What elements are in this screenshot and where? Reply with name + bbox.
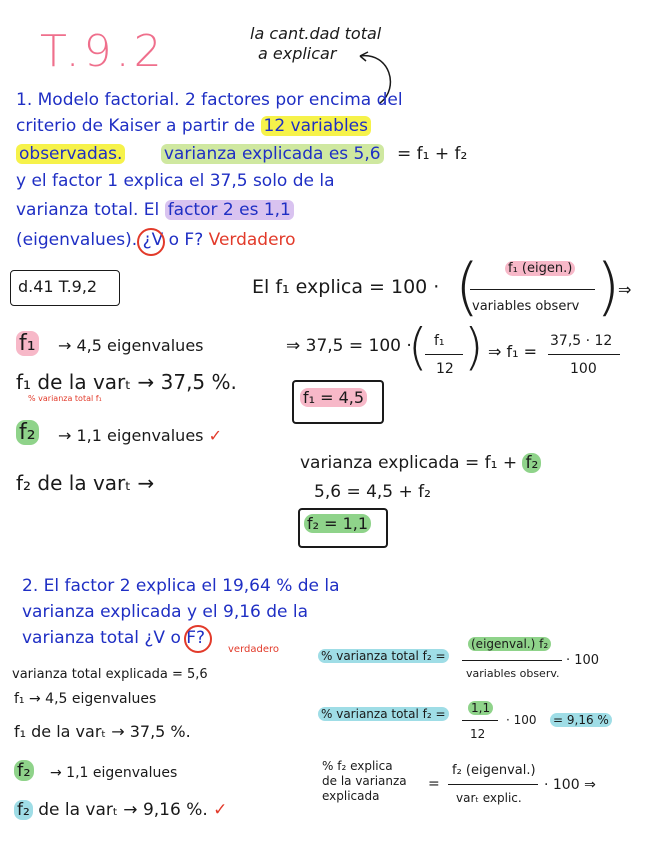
eq1-den: variables observ — [472, 299, 580, 314]
q1-f2 — [16, 422, 39, 444]
r1-den: variables observ. — [466, 667, 560, 680]
result2-text: f₂ = 1,1 — [304, 514, 371, 533]
r2-mid: · 100 — [506, 713, 537, 727]
q2-verdadero: verdadero — [228, 644, 279, 655]
eq2-num2: 37,5 · 12 — [550, 333, 613, 349]
eq2-den2: 100 — [570, 361, 597, 377]
r3-eq: = — [428, 776, 440, 792]
q2-f2-label: f₂ — [14, 760, 34, 781]
q2-f2b-label: f₂ — [14, 800, 33, 820]
q1-v-circle — [137, 228, 165, 256]
q1-f1 — [16, 333, 39, 355]
r3-lhs2: de la varianza — [322, 774, 407, 788]
result1 — [300, 390, 367, 406]
q1-f2-eig — [58, 428, 222, 444]
q1-line3-c: = f₁ + f₂ — [396, 144, 468, 164]
eq2-rhs: ⇒ f₁ = — [488, 342, 538, 361]
q1-line3-a: observadas. — [16, 144, 125, 164]
q2-f2 — [14, 762, 34, 780]
r3-rhs: · 100 ⇒ — [544, 777, 596, 793]
eq1-paren-r: ) — [596, 250, 621, 323]
q1-f1-note: % varianza total f₁ — [28, 394, 102, 403]
q2-check: ✓ — [213, 800, 228, 820]
q2-f1-eig-text: f₁ → 4,5 eigenvalues — [14, 691, 157, 707]
q1-line1: 1. Modelo factorial. 2 factores por encima del — [16, 90, 403, 110]
ref-box-text: d.41 T.9,2 — [18, 277, 98, 296]
r3-lhs3: explicada — [322, 789, 380, 803]
eq2-lhs: ⇒ 37,5 = 100 · — [286, 336, 412, 356]
r3-num: f₂ (eigenval.) — [452, 763, 536, 778]
q1-f1-var: f₁ de la varₜ → 37,5 %. — [16, 370, 237, 394]
result1-text: f₁ = 4,5 — [300, 388, 367, 407]
q1-f1-label: f₁ — [16, 331, 39, 356]
q1-f1-eig: → 4,5 eigenvalues — [58, 336, 204, 355]
q1-line5-b: factor 2 es 1,1 — [165, 200, 294, 220]
q1-line5 — [16, 202, 294, 219]
eq1-paren-l: ( — [455, 250, 480, 323]
q2-line3: varianza total ¿V o F? — [22, 628, 206, 648]
result2 — [304, 516, 371, 532]
q1-f2-label: f₂ — [16, 420, 39, 445]
q2-total: varianza total explicada = 5,6 — [12, 667, 208, 682]
r2-num — [468, 702, 493, 714]
q2-f2-var-line — [14, 802, 227, 819]
q2-f1-var: f₁ de la varₜ → 37,5 %. — [14, 722, 191, 741]
q1-line2-a: criterio de Kaiser a partir de — [16, 116, 256, 136]
q2-f1-eig — [14, 692, 156, 706]
q1-line2-b: 12 variables — [261, 116, 371, 136]
q1-line2 — [16, 118, 371, 135]
q1-line6-a: (eigenvalues). ¿V o F? — [16, 230, 204, 250]
q1-line6-b: Verdadero — [208, 230, 296, 250]
eq1-lhs: El f₁ explica = 100 · — [252, 276, 440, 298]
r2-res-text: = 9,16 % — [550, 713, 612, 727]
r2-frac-line — [462, 720, 498, 721]
r1-rhs: · 100 — [566, 653, 600, 668]
r2-num-text: 1,1 — [468, 701, 493, 715]
q2-line1: 2. El factor 2 explica el 19,64 % de la — [22, 576, 340, 596]
eq1-num — [505, 262, 575, 275]
eq4: 5,6 = 4,5 + f₂ — [314, 482, 431, 502]
eq1-num-text: f₁ (eigen.) — [505, 261, 575, 276]
q1-f2-var: f₂ de la varₜ → — [16, 471, 155, 495]
r3-lhs1: % f₂ explica — [322, 759, 393, 773]
eq2-frac-line — [425, 354, 463, 355]
q1-line3-b: varianza explicada es 5,6 — [161, 144, 384, 164]
q1-line3 — [16, 146, 467, 163]
r2-lhs-text: % varianza total f₂ = — [318, 707, 449, 721]
eq1-arrow: ⇒ — [618, 280, 632, 299]
r1-lhs-text: % varianza total f₂ = — [318, 649, 449, 663]
page-title: T.9.2 — [40, 26, 166, 77]
eq1-frac-line — [470, 289, 595, 290]
q1-line4: y el factor 1 explica el 37,5 solo de la — [16, 171, 335, 191]
r2-res — [550, 714, 612, 726]
r1-lhs — [318, 650, 449, 662]
q1-f2-eig-text: → 1,1 eigenvalues — [58, 426, 204, 445]
eq2-paren-r: ) — [464, 318, 484, 376]
q2-f2-var: de la varₜ → 9,16 %. — [38, 800, 208, 820]
note-top-line1: la cant.dad total — [250, 24, 382, 43]
eq2-paren-l: ( — [408, 318, 428, 376]
q2-v-circle — [184, 625, 212, 653]
r1-num — [468, 638, 551, 650]
r2-den: 12 — [470, 727, 486, 741]
eq2-num: f₁ — [434, 333, 445, 349]
eq3-text: varianza explicada = f₁ + — [300, 453, 518, 473]
q2-line2: varianza explicada y el 9,16 de la — [22, 602, 309, 622]
eq2-den: 12 — [436, 361, 454, 377]
r3-frac-line — [448, 784, 538, 785]
note-top-line2: a explicar — [258, 44, 337, 63]
q1-line5-a: varianza total. El — [16, 200, 160, 220]
r3-den: varₜ explic. — [456, 791, 522, 805]
r2-lhs — [318, 708, 449, 720]
eq3-f2: f₂ — [522, 453, 541, 473]
q2-f2-eig: → 1,1 eigenvalues — [50, 765, 178, 781]
q1-f2-check: ✓ — [208, 426, 222, 445]
eq3 — [300, 455, 541, 472]
eq2-frac-line2 — [548, 354, 620, 355]
r1-frac-line — [462, 660, 562, 661]
r1-num-text: (eigenval.) f₂ — [468, 637, 551, 651]
